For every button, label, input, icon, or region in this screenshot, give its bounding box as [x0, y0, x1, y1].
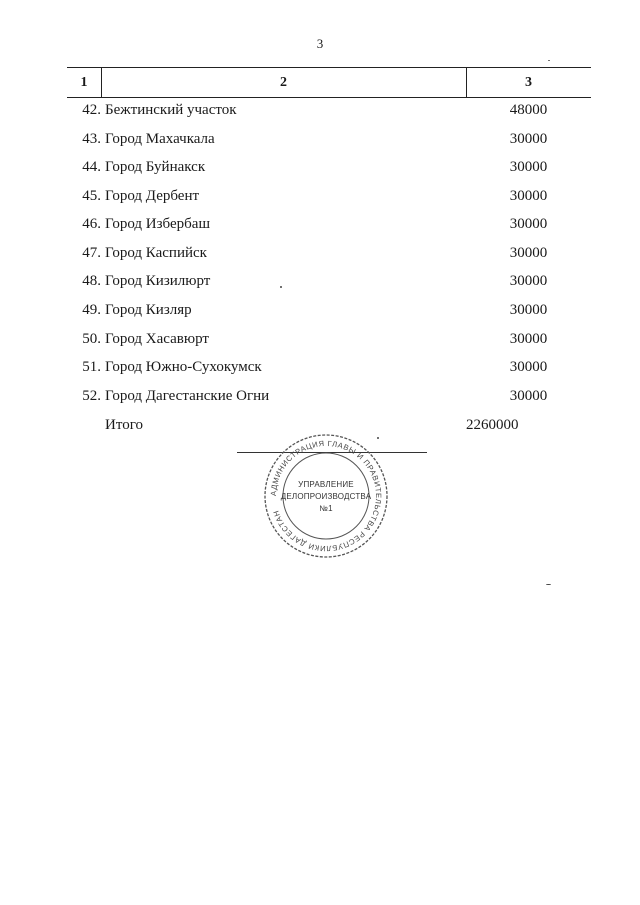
row-name: Город Кизляр [105, 302, 192, 318]
table-row [67, 299, 591, 321]
row-amount: 30000 [509, 216, 548, 232]
row-amount: 48000 [509, 102, 548, 118]
row-amount: 30000 [509, 131, 548, 147]
table-row [67, 356, 591, 378]
row-number: 52. [82, 388, 101, 404]
row-number: 47. [82, 245, 101, 261]
row-amount: 30000 [509, 159, 548, 175]
header-col-3: 3 [525, 75, 532, 90]
row-number: 44. [82, 159, 101, 175]
table-row [67, 156, 591, 178]
row-number: 49. [82, 302, 101, 318]
header-col-2: 2 [280, 75, 287, 90]
scan-speck [548, 60, 550, 61]
table-row [67, 99, 591, 121]
row-amount: 30000 [509, 273, 548, 289]
table-row [67, 185, 591, 207]
row-amount: 30000 [509, 245, 548, 261]
header-col-1: 1 [80, 75, 88, 90]
row-name: Город Каспийск [105, 245, 207, 261]
table-row [67, 128, 591, 150]
row-name: Город Дербент [105, 188, 200, 204]
row-name: Бежтинский участок [105, 102, 237, 118]
row-number: 45. [82, 188, 101, 204]
table-row [67, 328, 591, 350]
row-amount: 30000 [509, 331, 548, 347]
table-row [67, 213, 591, 235]
row-amount: 30000 [509, 388, 548, 404]
total-amount: 2260000 [466, 417, 519, 433]
row-number: 51. [82, 359, 101, 375]
row-name: Город Избербаш [105, 216, 210, 232]
stamp-ring-text: АДМИНИСТРАЦИЯ ГЛАВЫ И ПРАВИТЕЛЬСТВА РЕСПУБЛИКИ ДАГЕСТАН [268, 438, 384, 554]
table-row [67, 242, 591, 264]
stamp-line-1: УПРАВЛЕНИЕ [298, 480, 354, 489]
scan-speck [280, 286, 282, 288]
row-amount: 30000 [509, 359, 548, 375]
row-amount: 30000 [509, 302, 548, 318]
total-label: Итого [105, 417, 143, 433]
scan-speck [377, 437, 379, 439]
row-name: Город Хасавюрт [105, 331, 209, 347]
table-row [67, 385, 591, 407]
row-amount: 30000 [509, 188, 548, 204]
row-name: Город Кизилюрт [105, 273, 211, 289]
row-name: Город Буйнакск [105, 159, 206, 175]
table-header [67, 67, 591, 98]
row-number: 46. [82, 216, 101, 232]
stamp-line-3: №1 [319, 504, 333, 513]
row-number: 42. [82, 102, 101, 118]
row-number: 50. [82, 331, 101, 347]
row-number: 43. [82, 131, 101, 147]
row-name: Город Южно-Сухокумск [105, 359, 262, 375]
table-row [67, 270, 591, 292]
row-name: Город Махачкала [105, 131, 215, 147]
page-number: 3 [316, 36, 324, 51]
stamp-line-2: ДЕЛОПРОИЗВОДСТВА [280, 492, 372, 501]
row-number: 48. [82, 273, 101, 289]
row-name: Город Дагестанские Огни [105, 388, 270, 404]
scan-speck [546, 584, 551, 585]
